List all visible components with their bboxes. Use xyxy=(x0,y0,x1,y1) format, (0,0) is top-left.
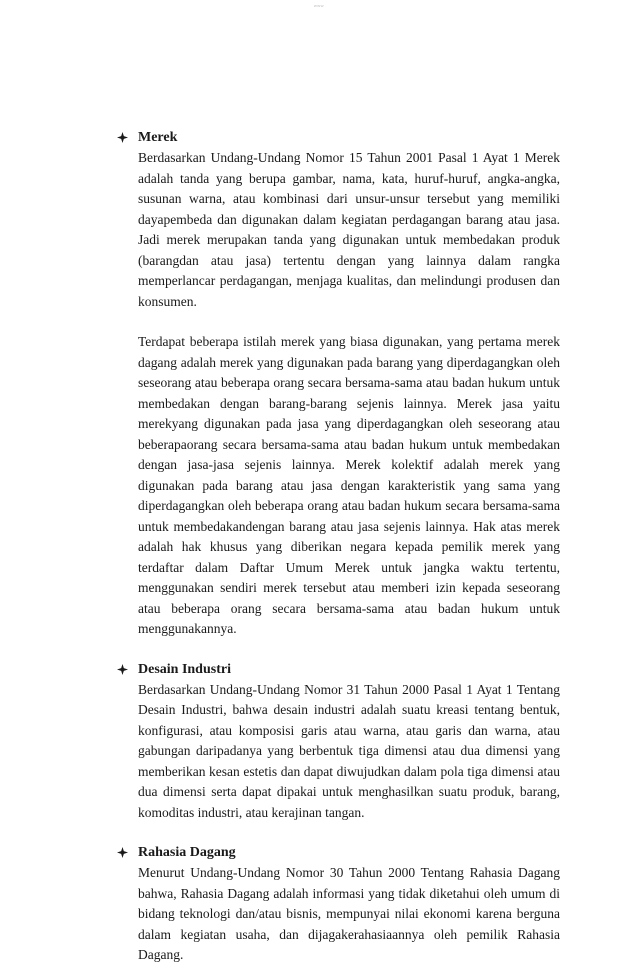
diamond-bullet-icon xyxy=(117,843,129,863)
paragraph: Menurut Undang-Undang Nomor 30 Tahun 2000 Tentang Rahasia Dagang bahwa, Rahasia Dagang adalah informasi yang tidak diketahui oleh umum di bidang teknologi dan/atau bisnis, mempunyai nilai ekonomi karena berguna dalam kegiatan usaha, dan dijagakerahasiaannya oleh pemilik Rahasia Dagang. xyxy=(138,865,560,962)
diamond-bullet-icon xyxy=(117,660,129,680)
section-desain-industri xyxy=(119,660,560,824)
paragraph: Berdasarkan Undang-Undang Nomor 31 Tahun 2000 Pasal 1 Ayat 1 Tentang Desain Industri, bahwa desain industri adalah suatu kreasi tentang bentuk, konfigurasi, atau komposisi garis atau warna, atau garis dan warna, atau gabungan daripadanya yang berbentuk tiga dimensi atau dua dimensi yang memberikan kesan estetis dan dapat diwujudkan dalam pola tiga dimensi atau dua dimensi serta dapat dipakai untuk menghasilkan suatu produk, barang, komoditas industri, atau kerajinan tangan. xyxy=(138,681,560,820)
page-header-mark: www xyxy=(313,3,325,8)
paragraph: Terdapat beberapa istilah merek yang biasa digunakan, yang pertama merek dagang adalah merek yang digunakan pada barang yang diperdagangkan oleh seseorang atau beberapa orang secara bersama-sama atau badan hukum untuk membedakan dengan barang-barang sejenis lainnya. Merek jasa yaitu merekyang digunakan pada jasa yang diperdagangkan oleh seseorang atau beberapaorang secara bersama-sama atau badan hukum untuk membedakan dengan jasa-jasa sejenis lainnya. Merek kolektif adalah merek yang digunakan pada barang atau jasa dengan karakteristik yang sama yang diperdagangkan oleh beberapa orang atau badan hukum secara bersama-sama untuk membedakandengan barang atau jasa sejenis lainnya. Hak atas merek adalah hak khusus yang diberikan negara kepada pemilik merek yang terdaftar dalam Daftar Umum Merek untuk jangka waktu tertentu, menggunakan sendiri merek tersebut atau memberi izin kepada seseorang atau beberapa orang secara bersama-sama atau badan hukum untuk menggunakannya. xyxy=(138,334,560,636)
document-body xyxy=(119,128,560,966)
section-title: Desain Industri xyxy=(138,661,231,677)
section-rahasia-dagang xyxy=(119,843,560,966)
paragraph: Berdasarkan Undang-Undang Nomor 15 Tahun 2001 Pasal 1 Ayat 1 Merek adalah tanda yang berupa gambar, nama, kata, huruf-huruf, angka-angka, susunan warna, atau kombinasi dari unsur-unsur tersebut yang memiliki dayapembeda dan digunakan dalam kegiatan perdagangan barang atau jasa. Jadi merek merupakan tanda yang digunakan untuk membedakan produk (barangdan atau jasa) tertentu dengan yang lainnya dalam rangka memperlancar perdagangan, menjaga kualitas, dan melindungi produsen dan konsumen. xyxy=(138,150,560,309)
section-merek xyxy=(119,128,560,640)
section-title: Rahasia Dagang xyxy=(138,845,236,860)
section-title: Merek xyxy=(138,130,178,145)
diamond-bullet-icon xyxy=(117,128,129,148)
